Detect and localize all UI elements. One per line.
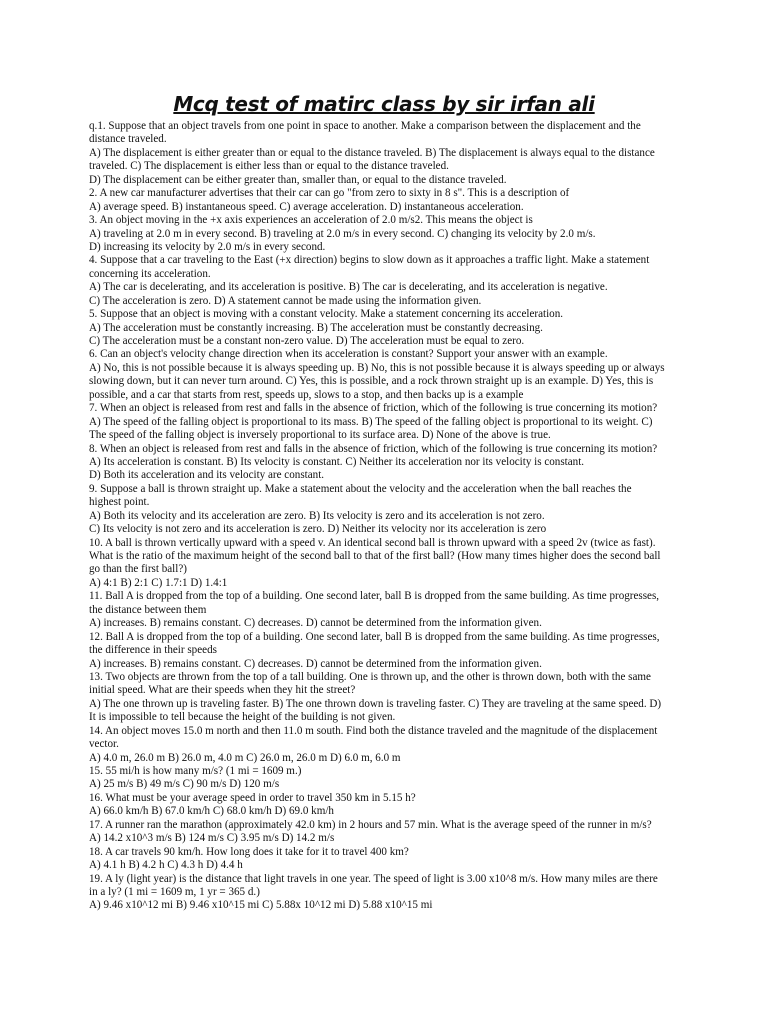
- text-line: 7. When an object is released from rest and falls in the absence of friction, which of the following is true concerning its motion?: [89, 402, 658, 415]
- text-line: D) increasing its velocity by 2.0 m/s in every second.: [89, 240, 326, 253]
- text-line: initial speed. What are their speeds when they hit the street?: [89, 684, 356, 697]
- text-line: A) Both its velocity and its acceleration are zero. B) Its velocity is zero and its acceleration is not zero.: [89, 509, 545, 522]
- text-line: 18. A car travels 90 km/h. How long does it take for it to travel 400 km?: [89, 845, 409, 858]
- text-line: It is impossible to tell because the height of the building is not given.: [89, 711, 396, 724]
- text-line: 14. An object moves 15.0 m north and then 11.0 m south. Find both the distance traveled and the magnitude of the displacement: [89, 724, 658, 737]
- text-line: A) 4.0 m, 26.0 m B) 26.0 m, 4.0 m C) 26.0 m, 26.0 m D) 6.0 m, 6.0 m: [89, 751, 401, 764]
- text-line: 8. When an object is released from rest and falls in the absence of friction, which of the following is true concerning its motion?: [89, 442, 658, 455]
- text-line: A) 14.2 x10^3 m/s B) 124 m/s C) 3.95 m/s D) 14.2 m/s: [89, 832, 335, 845]
- text-line: A) increases. B) remains constant. C) decreases. D) cannot be determined from the information given.: [89, 617, 542, 630]
- text-line: 11. Ball A is dropped from the top of a building. One second later, ball B is dropped from the same building. As time progresses,: [89, 590, 660, 603]
- text-line: go than the first ball?): [89, 563, 187, 576]
- text-line: A) 4.1 h B) 4.2 h C) 4.3 h D) 4.4 h: [89, 859, 243, 872]
- text-line: A) No, this is not possible because it is always speeding up. B) No, this is not possible because it is always speeding up or always: [89, 361, 665, 374]
- text-line: distance traveled.: [89, 133, 167, 146]
- text-line: D) The displacement can be either greater than, smaller than, or equal to the distance traveled.: [89, 173, 507, 186]
- text-line: A) The speed of the falling object is proportional to its mass. B) The speed of the falling object is proportional to its weight. C): [89, 415, 653, 428]
- text-line: vector.: [89, 738, 119, 751]
- text-line: A) average speed. B) instantaneous speed. C) average acceleration. D) instantaneous acceleration.: [89, 200, 524, 213]
- text-line: 10. A ball is thrown vertically upward with a speed v. An identical second ball is thrown upward with a speed 2v (twice as fast).: [89, 536, 656, 549]
- text-line: possible, and a car that starts from rest, speeds up, slows to a stop, and then backs up is a example: [89, 388, 524, 401]
- text-line: 13. Two objects are thrown from the top of a tall building. One is thrown up, and the other is thrown down, both with the same: [89, 670, 651, 683]
- text-line: C) Its velocity is not zero and its acceleration is zero. D) Neither its velocity nor its acceleration is zero: [89, 523, 547, 536]
- text-line: A) The one thrown up is traveling faster. B) The one thrown down is traveling faster. C) They are traveling at the same speed. D): [89, 697, 662, 710]
- text-line: 19. A ly (light year) is the distance that light travels in one year. The speed of light is 3.00 x10^8 m/s. How many miles are there: [89, 872, 658, 885]
- text-line: concerning its acceleration.: [89, 267, 211, 280]
- text-line: A) 66.0 km/h B) 67.0 km/h C) 68.0 km/h D) 69.0 km/h: [89, 805, 334, 818]
- text-line: q.1. Suppose that an object travels from one point in space to another. Make a comparison between the displacement and the: [89, 120, 641, 132]
- text-line: 12. Ball A is dropped from the top of a building. One second later, ball B is dropped from the same building. As time progresses,: [89, 630, 660, 643]
- text-line: 4. Suppose that a car traveling to the East (+x direction) begins to slow down as it approaches a traffic light. Make a statement: [89, 254, 650, 267]
- text-line: A) 25 m/s B) 49 m/s C) 90 m/s D) 120 m/s: [89, 778, 280, 791]
- text-line: A) Its acceleration is constant. B) Its velocity is constant. C) Neither its acceleration nor its velocity is constant.: [89, 455, 585, 468]
- text-line: highest point.: [89, 496, 150, 509]
- text-line: 6. Can an object's velocity change direction when its acceleration is constant? Support your answer with an example.: [89, 348, 608, 361]
- text-line: 5. Suppose that an object is moving with a constant velocity. Make a statement concerning its acceleration.: [89, 308, 564, 321]
- text-line: traveled. C) The displacement is either less than or equal to the distance traveled.: [89, 160, 449, 173]
- text-line: The speed of the falling object is inversely proportional to its surface area. D) None of the above is true.: [89, 429, 551, 442]
- text-line: A) traveling at 2.0 m in every second. B) traveling at 2.0 m/s in every second. C) changing its velocity by 2.0 m/s.: [89, 227, 596, 240]
- text-line: 2. A new car manufacturer advertises that their car can go "from zero to sixty in 8 s". This is a description of: [89, 187, 570, 200]
- text-line: 16. What must be your average speed in order to travel 350 km in 5.15 h?: [89, 791, 416, 804]
- text-line: C) The acceleration is zero. D) A statement cannot be made using the information given.: [89, 294, 482, 307]
- text-line: A) increases. B) remains constant. C) decreases. D) cannot be determined from the information given.: [89, 657, 542, 670]
- page-title: Mcq test of matirc class by sir irfan ali: [173, 92, 595, 116]
- text-line: D) Both its acceleration and its velocity are constant.: [89, 469, 325, 482]
- text-line: 3. An object moving in the +x axis experiences an acceleration of 2.0 m/s2. This means the object is: [89, 214, 533, 227]
- text-line: the difference in their speeds: [89, 644, 217, 657]
- text-line: in a ly? (1 mi = 1609 m, 1 yr = 365 d.): [89, 885, 260, 898]
- text-line: 9. Suppose a ball is thrown straight up. Make a statement about the velocity and the acceleration when the ball reaches the: [89, 482, 632, 495]
- text-line: the distance between them: [89, 603, 207, 616]
- text-line: A) 4:1 B) 2:1 C) 1.7:1 D) 1.4:1: [89, 576, 228, 589]
- text-line: slowing down, but it can never turn around. C) Yes, this is possible, and a rock thrown straight up is an example. D) Yes, this is: [89, 375, 654, 388]
- text-line: A) The acceleration must be constantly increasing. B) The acceleration must be constantly decreasing.: [89, 321, 543, 334]
- text-line: A) The car is decelerating, and its acceleration is positive. B) The car is decelerating, and its acceleration is negative.: [89, 281, 608, 294]
- question-list: [89, 120, 689, 913]
- text-line: 17. A runner ran the marathon (approximately 42.0 km) in 2 hours and 57 min. What is the average speed of the runner in m/s?: [89, 818, 652, 831]
- text-line: A) The displacement is either greater than or equal to the distance traveled. B) The displacement is always equal to the distance: [89, 146, 655, 159]
- text-line: 15. 55 mi/h is how many m/s? (1 mi = 1609 m.): [89, 765, 302, 777]
- text-line: A) 9.46 x10^12 mi B) 9.46 x10^15 mi C) 5.88x 10^12 mi D) 5.88 x10^15 mi: [89, 899, 433, 912]
- text-line: C) The acceleration must be a constant non-zero value. D) The acceleration must be equal to zero.: [89, 335, 525, 347]
- text-line: What is the ratio of the maximum height of the second ball to that of the first ball? (How many times higher does the second ball: [89, 550, 661, 562]
